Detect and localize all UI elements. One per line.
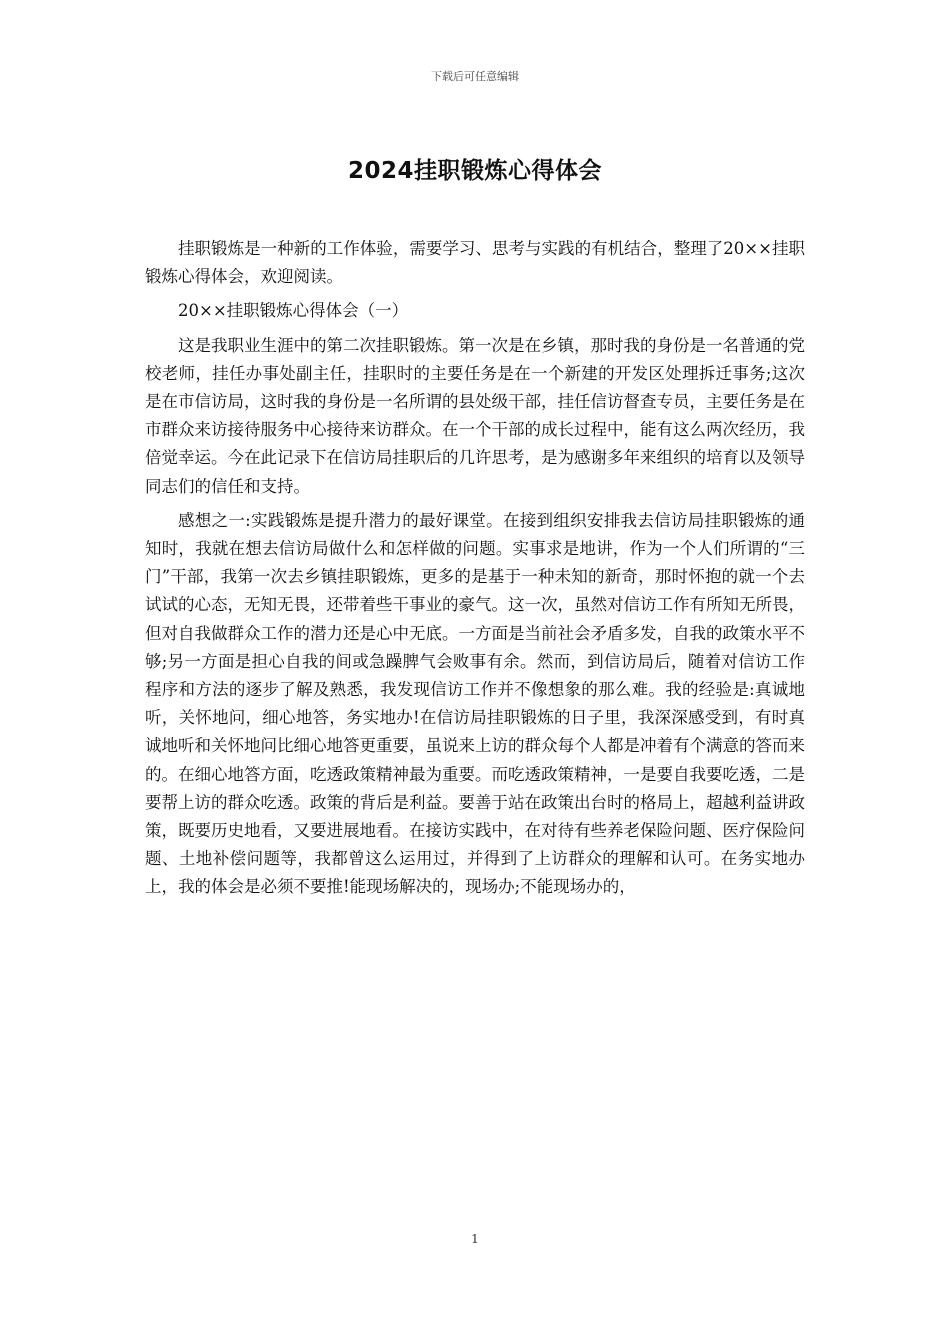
document-body xyxy=(145,235,805,908)
paragraph-reflection-one: 感想之一:实践锻炼是提升潜力的最好课堂。在接到组织安排我去信访局挂职锻炼的通知时，我就在想去信访局做什么和怎样做的问题。实事求是地讲，作为一个人们所谓的“三门”干部，我第一次去乡镇挂职锻炼，更多的是基于一种未知的新奇，那时怀抱的就一个去试试的心态，无知无畏，还带着些干事业的豪气。这一次，虽然对信访工作有所知无所畏，但对自我做群众工作的潜力还是心中无底。一方面是当前社会矛盾多发，自我的政策水平不够;另一方面是担心自我的间或急躁脾气会败事有余。然而，到信访局后，随着对信访工作程序和方法的逐步了解及熟悉，我发现信访工作并不像想象的那么难。我的经验是:真诚地听，关怀地问，细心地答，务实地办!在信访局挂职锻炼的日子里，我深深感受到，有时真诚地听和关怀地问比细心地答更重要，虽说来上访的群众每个人都是冲着有个满意的答而来的。在细心地答方面，吃透政策精神最为重要。而吃透政策精神，一是要自我要吃透，二是要帮上访的群众吃透。政策的背后是利益。要善于站在政策出台时的格局上，超越利益讲政策，既要历史地看，又要进展地看。在接访实践中，在对待有些养老保险问题、医疗保险问题、土地补偿问题等，我都曾这么运用过，并得到了上访群众的理解和认可。在务实地办上，我的体会是必须不要推!能现场解决的，现场办;不能现场办的， xyxy=(145,510,805,897)
paragraph-background: 这是我职业生涯中的第二次挂职锻炼。第一次是在乡镇，那时我的身份是一名普通的党校老师，挂任办事处副主任，挂职时的主要任务是在一个新建的开发区处理拆迁事务;这次是在市信访局，这时我的身份是一名所谓的县处级干部，挂任信访督查专员，主要任务是在市群众来访接待服务中心接待来访群众。在一个干部的成长过程中，能有这么两次经历，我倍觉幸运。今在此记录下在信访局挂职后的几许思考，是为感谢多年来组织的培育以及领导同志们的信任和支持。 xyxy=(145,335,805,496)
paragraph-intro: 挂职锻炼是一种新的工作体验，需要学习、思考与实践的有机结合，整理了20××挂职锻炼心得体会，欢迎阅读。 xyxy=(145,239,805,287)
page-number: 1 xyxy=(471,1232,479,1246)
document-title: 2024挂职锻炼心得体会 xyxy=(347,158,602,184)
section-heading: 20××挂职锻炼心得体会（一） xyxy=(178,301,409,321)
header-note: 下载后可任意编辑 xyxy=(431,70,519,83)
